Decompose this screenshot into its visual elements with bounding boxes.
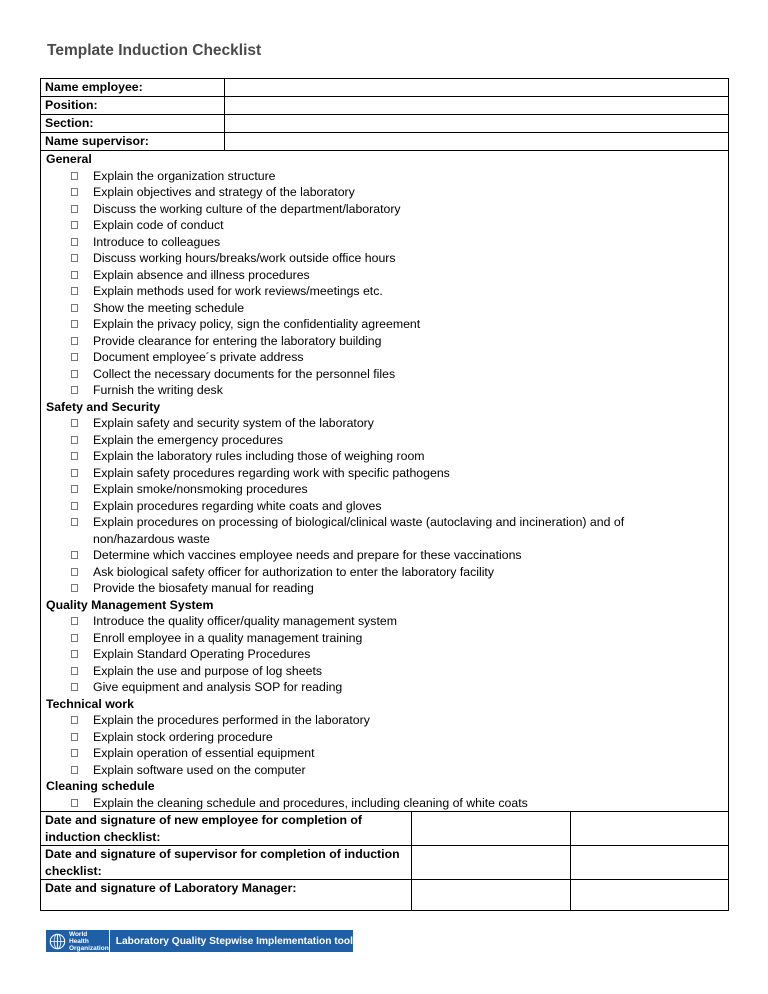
- checklist-item-text: Explain operation of essential equipment: [93, 746, 315, 760]
- checklist-item-text: Show the meeting schedule: [93, 300, 245, 315]
- checklist-item: [46, 349, 728, 366]
- checkbox-icon[interactable]: [71, 650, 78, 658]
- checklist-item-text: Explain the organization structure: [93, 168, 276, 183]
- footer-banner: [46, 930, 353, 952]
- checklist-item: [46, 712, 728, 729]
- checkbox-icon[interactable]: [71, 254, 78, 262]
- checkbox-icon[interactable]: [71, 370, 78, 378]
- checkbox-icon[interactable]: [71, 469, 78, 477]
- checklist-document: [40, 78, 729, 911]
- signature-table: [40, 811, 729, 911]
- checklist-item: [46, 745, 728, 762]
- checkbox-icon[interactable]: [71, 485, 78, 493]
- checklist-item-text: Explain software used on the computer: [93, 762, 306, 777]
- checklist-item-text: Enroll employee in a quality management training: [93, 630, 363, 645]
- checkbox-icon[interactable]: [71, 320, 78, 328]
- checklist-item: [46, 366, 728, 383]
- section-heading: Technical work: [46, 696, 134, 711]
- field-label: Section:: [41, 115, 225, 133]
- checklist-item: [46, 564, 728, 581]
- checkbox-icon[interactable]: [71, 518, 78, 526]
- checkbox-icon[interactable]: [71, 353, 78, 361]
- checkbox-icon[interactable]: [71, 221, 78, 229]
- checklist-item: [46, 465, 728, 482]
- signature-label: Date and signature of supervisor for completion of induction checklist:: [41, 846, 412, 880]
- checkbox-icon[interactable]: [71, 551, 78, 559]
- checklist-item-text: Explain the emergency procedures: [93, 432, 284, 447]
- checklist-item-text: Explain code of conduct: [93, 218, 224, 232]
- checklist-item: [46, 234, 728, 251]
- org-name-line2: Organization: [68, 944, 109, 952]
- checklist-item: [46, 382, 728, 399]
- checkbox-icon[interactable]: [71, 766, 78, 774]
- checklist-item: [46, 481, 728, 498]
- tool-name: Laboratory Quality Stepwise Implementation tool: [109, 930, 353, 952]
- checklist-item: [46, 267, 728, 284]
- signature-date-cell[interactable]: [412, 880, 571, 911]
- checklist-item-text: Provide clearance for entering the laboratory building: [93, 333, 382, 348]
- field-value[interactable]: [225, 115, 729, 133]
- signature-date-cell[interactable]: [412, 846, 571, 880]
- checklist-item-text: Explain absence and illness procedures: [93, 267, 310, 282]
- checklist-item: [46, 580, 728, 597]
- field-row-position: [41, 97, 729, 115]
- checklist-item: [46, 300, 728, 317]
- checkbox-icon[interactable]: [71, 271, 78, 279]
- checkbox-icon[interactable]: [71, 188, 78, 196]
- field-row-name-supervisor: [41, 133, 729, 151]
- section-heading: Safety and Security: [46, 399, 161, 414]
- checklist-item: [46, 333, 728, 350]
- checkbox-icon[interactable]: [71, 337, 78, 345]
- signature-sign-cell[interactable]: [571, 880, 729, 911]
- checkbox-icon[interactable]: [71, 749, 78, 757]
- checklist-item: [46, 630, 728, 647]
- signature-row-supervisor: [41, 846, 729, 880]
- checkbox-icon[interactable]: [71, 386, 78, 394]
- checklist-item-text: Explain the procedures performed in the laboratory: [93, 713, 370, 727]
- checkbox-icon[interactable]: [71, 304, 78, 312]
- document-title: Template Induction Checklist: [47, 42, 262, 59]
- checklist-item-text: Explain the use and purpose of log sheets: [93, 663, 323, 678]
- checkbox-icon[interactable]: [71, 287, 78, 295]
- field-row-name-employee: [41, 79, 729, 97]
- checklist-item: [46, 168, 728, 185]
- signature-label: Date and signature of new employee for completion of induction checklist:: [41, 812, 412, 846]
- checklist-item: [46, 184, 728, 201]
- checklist-item: [46, 217, 728, 234]
- field-label: Name supervisor:: [41, 133, 225, 151]
- checkbox-icon[interactable]: [71, 716, 78, 724]
- checklist-item: [46, 729, 728, 746]
- signature-sign-cell[interactable]: [571, 846, 729, 880]
- field-value[interactable]: [225, 79, 729, 97]
- checklist-item-text: Introduce to colleagues: [93, 234, 221, 249]
- checklist-item: [46, 663, 728, 680]
- checklist-item-text: Explain the cleaning schedule and procedures, including cleaning of white coats: [93, 795, 528, 810]
- checklist-item: [46, 250, 728, 267]
- checklist-item-text: Explain methods used for work reviews/meetings etc.: [93, 284, 383, 298]
- checklist-item: [46, 514, 728, 547]
- checkbox-icon[interactable]: [71, 502, 78, 510]
- checklist-item-text: Explain procedures on processing of biological/clinical waste (autoclaving and incineration) and of non/hazardous waste: [93, 515, 625, 546]
- checkbox-icon[interactable]: [71, 419, 78, 427]
- checklist-item: [46, 547, 728, 564]
- checklist-item: [46, 448, 728, 465]
- employee-info-table: [40, 78, 729, 151]
- org-name-line1: World Health: [68, 930, 89, 945]
- checklist-item-text: Explain procedures regarding white coats and gloves: [93, 498, 382, 513]
- field-label: Name employee:: [41, 79, 225, 97]
- field-label: Position:: [41, 97, 225, 115]
- checkbox-icon[interactable]: [71, 683, 78, 691]
- checkbox-icon[interactable]: [71, 667, 78, 675]
- checklist-item-text: Furnish the writing desk: [93, 383, 223, 397]
- checkbox-icon[interactable]: [71, 238, 78, 246]
- checklist-item-text: Explain stock ordering procedure: [93, 729, 273, 744]
- checkbox-icon[interactable]: [71, 584, 78, 592]
- checklist-item-text: Explain objectives and strategy of the laboratory: [93, 185, 355, 199]
- who-emblem-icon: [49, 933, 66, 950]
- signature-row-employee: [41, 812, 729, 846]
- checklist-item: [46, 795, 728, 812]
- field-value[interactable]: [225, 133, 729, 151]
- checkbox-icon[interactable]: [71, 436, 78, 444]
- checklist-item: [46, 201, 728, 218]
- checklist-item-text: Explain safety procedures regarding work with specific pathogens: [93, 465, 450, 480]
- checklist-item-text: Determine which vaccines employee needs and prepare for these vaccinations: [93, 548, 522, 562]
- checklist-item: [46, 613, 728, 630]
- checkbox-icon[interactable]: [71, 568, 78, 576]
- checklist-item-text: Ask biological safety officer for authorization to enter the laboratory facility: [93, 564, 494, 579]
- checklist-item: [46, 498, 728, 515]
- checklist-item: [46, 432, 728, 449]
- checklist-item-text: Discuss working hours/breaks/work outside office hours: [93, 251, 396, 265]
- checkbox-icon[interactable]: [71, 634, 78, 642]
- checklist-item-text: Discuss the working culture of the department/laboratory: [93, 201, 401, 216]
- checklist-item: [46, 283, 728, 300]
- checkbox-icon[interactable]: [71, 733, 78, 741]
- checkbox-icon[interactable]: [71, 617, 78, 625]
- signature-date-cell[interactable]: [412, 812, 571, 846]
- checklist-item: [46, 679, 728, 696]
- section-heading: General: [46, 152, 92, 166]
- field-value[interactable]: [225, 97, 729, 115]
- checklist-item-text: Explain Standard Operating Procedures: [93, 647, 311, 661]
- checklist-item: [46, 316, 728, 333]
- checklist-item-text: Explain smoke/nonsmoking procedures: [93, 482, 308, 496]
- checklist-item-text: Collect the necessary documents for the personnel files: [93, 366, 396, 381]
- checklist-sections: [40, 151, 729, 811]
- signature-label: Date and signature of Laboratory Manager:: [41, 880, 412, 911]
- checklist-item-text: Explain the privacy policy, sign the confidentiality agreement: [93, 317, 421, 331]
- signature-sign-cell[interactable]: [571, 812, 729, 846]
- signature-row-lab-manager: [41, 880, 729, 911]
- section-heading: Quality Management System: [46, 597, 214, 612]
- who-logo: [46, 930, 109, 952]
- checkbox-icon[interactable]: [71, 172, 78, 180]
- checklist-item-text: Introduce the quality officer/quality management system: [93, 614, 397, 628]
- field-row-section: [41, 115, 729, 133]
- checklist-item-text: Explain the laboratory rules including those of weighing room: [93, 449, 425, 463]
- checklist-item: [46, 646, 728, 663]
- checkbox-icon[interactable]: [71, 452, 78, 460]
- checklist-item: [46, 762, 728, 779]
- checklist-item-text: Explain safety and security system of the laboratory: [93, 416, 374, 430]
- checklist-item: [46, 415, 728, 432]
- checklist-item-text: Document employee´s private address: [93, 350, 304, 364]
- checkbox-icon[interactable]: [71, 799, 78, 807]
- checklist-item-text: Provide the biosafety manual for reading: [93, 581, 314, 595]
- section-heading: Cleaning schedule: [46, 779, 155, 793]
- checklist-item-text: Give equipment and analysis SOP for reading: [93, 680, 343, 694]
- checkbox-icon[interactable]: [71, 205, 78, 213]
